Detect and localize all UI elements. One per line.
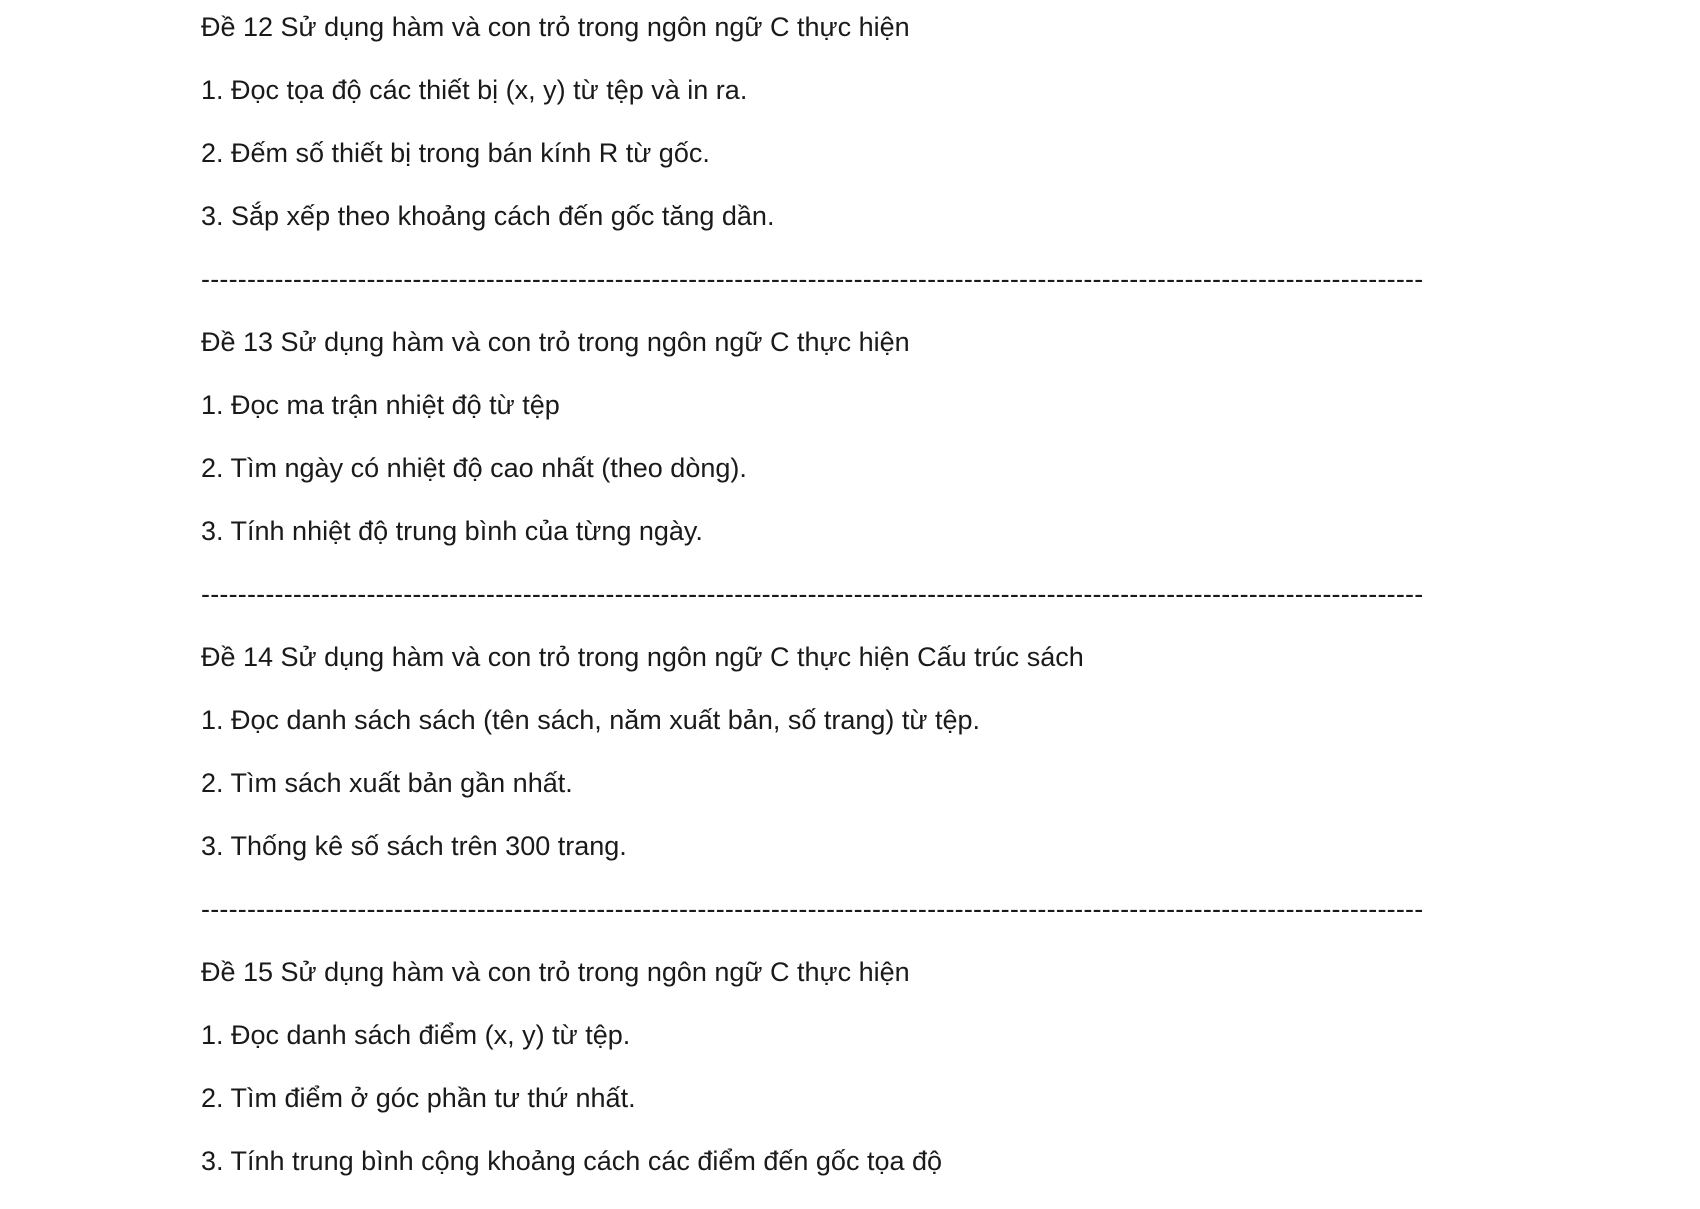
section-12-item-1: 1. Đọc tọa độ các thiết bị (x, y) từ tệp và in ra.: [201, 75, 748, 105]
section-13-item-1: 1. Đọc ma trận nhiệt độ từ tệp: [201, 390, 560, 420]
dashed-separator: -------------------------------------------------------------------------------------------------------------------------------------: [201, 264, 1424, 294]
section-13-item-3: 3. Tính nhiệt độ trung bình của từng ngày.: [201, 516, 703, 546]
section-14-item-2: 2. Tìm sách xuất bản gần nhất.: [201, 768, 573, 798]
section-14-title: Đề 14 Sử dụng hàm và con trỏ trong ngôn ngữ C thực hiện Cấu trúc sách: [201, 642, 1084, 672]
section-12-item-3: 3. Sắp xếp theo khoảng cách đến gốc tăng dần.: [201, 201, 775, 231]
section-14-item-3: 3. Thống kê số sách trên 300 trang.: [201, 831, 627, 861]
section-15-item-2: 2. Tìm điểm ở góc phần tư thứ nhất.: [201, 1083, 636, 1113]
document-page: [201, 12, 1511, 1209]
dashed-separator: -------------------------------------------------------------------------------------------------------------------------------------: [201, 894, 1424, 924]
section-13-item-2: 2. Tìm ngày có nhiệt độ cao nhất (theo dòng).: [201, 453, 747, 483]
section-15-item-3: 3. Tính trung bình cộng khoảng cách các điểm đến gốc tọa độ: [201, 1146, 943, 1176]
section-13-title: Đề 13 Sử dụng hàm và con trỏ trong ngôn ngữ C thực hiện: [201, 327, 910, 357]
section-14-item-1: 1. Đọc danh sách sách (tên sách, năm xuất bản, số trang) từ tệp.: [201, 705, 981, 735]
section-15-item-1: 1. Đọc danh sách điểm (x, y) từ tệp.: [201, 1020, 631, 1050]
section-12-item-2: 2. Đếm số thiết bị trong bán kính R từ gốc.: [201, 138, 710, 168]
dashed-separator: -------------------------------------------------------------------------------------------------------------------------------------: [201, 579, 1424, 609]
section-15-title: Đề 15 Sử dụng hàm và con trỏ trong ngôn ngữ C thực hiện: [201, 957, 910, 987]
section-12-title: Đề 12 Sử dụng hàm và con trỏ trong ngôn ngữ C thực hiện: [201, 12, 910, 42]
